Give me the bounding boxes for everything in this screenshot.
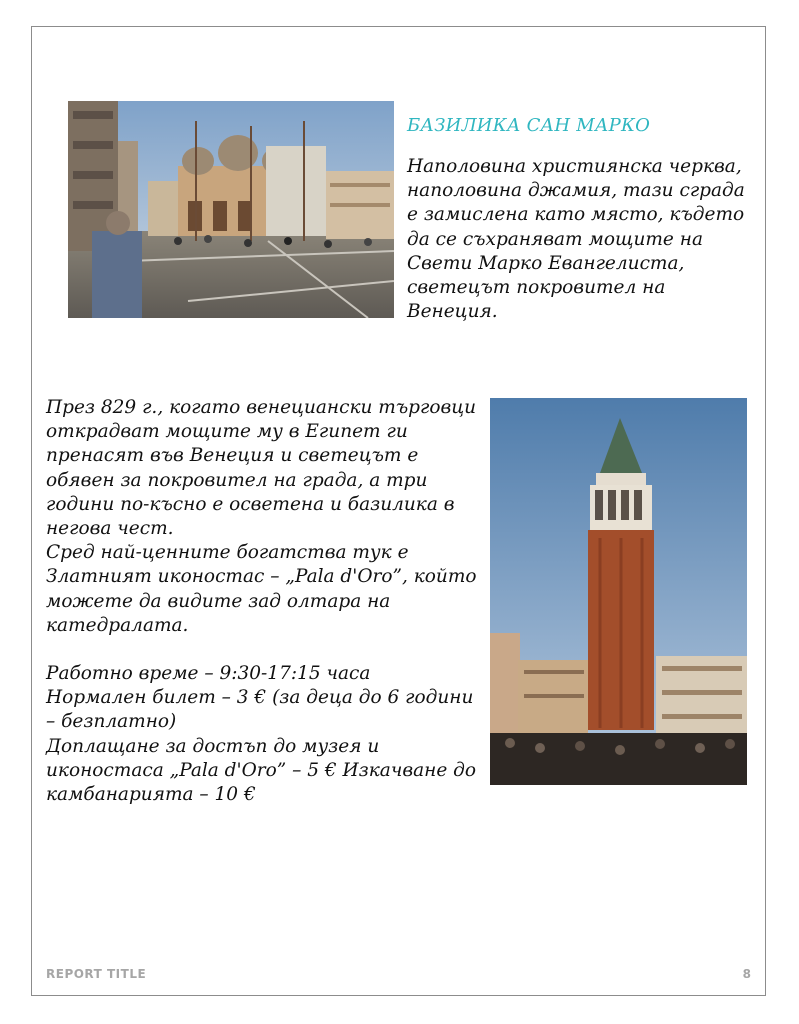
campanile-photo	[490, 398, 747, 785]
pala-doro-paragraph: Сред най-ценните богатства тук е Златният иконостас – „Pala d'Oro”, който можете да видите зад олтара на катедралата.	[46, 542, 477, 636]
intro-text: Наполовина християнска черква, наполовина джамия, тази сграда е замислена като място, където да се съхраняват мощите на Свети Марко Евангелиста, светецът покровител на Венеция.	[407, 156, 745, 323]
section-heading: БАЗИЛИКА САН МАРКО	[407, 115, 651, 136]
document-page	[31, 26, 766, 996]
history-paragraph: През 829 г., когато венециански търговци открадват мощите му в Египет ги пренасят във Венеция и светецът е обявен за покровител на града, а три години по-късно е осветена и базилика в негова чест.	[46, 397, 477, 540]
basilica-photo	[68, 101, 394, 318]
extra-fees: Доплащане за достъп до музея и иконостаса „Pala d'Oro” – 5 € Изкачване до камбанарията – 10 €	[46, 735, 477, 806]
footer-page-number: 8	[742, 967, 751, 981]
footer-report-title: REPORT TITLE	[46, 967, 147, 981]
ticket-price: Нормален билет – 3 € (за деца до 6 години – безплатно)	[46, 687, 474, 733]
body-text-block	[46, 396, 486, 807]
opening-hours: Работно време – 9:30-17:15 часа	[46, 663, 371, 685]
